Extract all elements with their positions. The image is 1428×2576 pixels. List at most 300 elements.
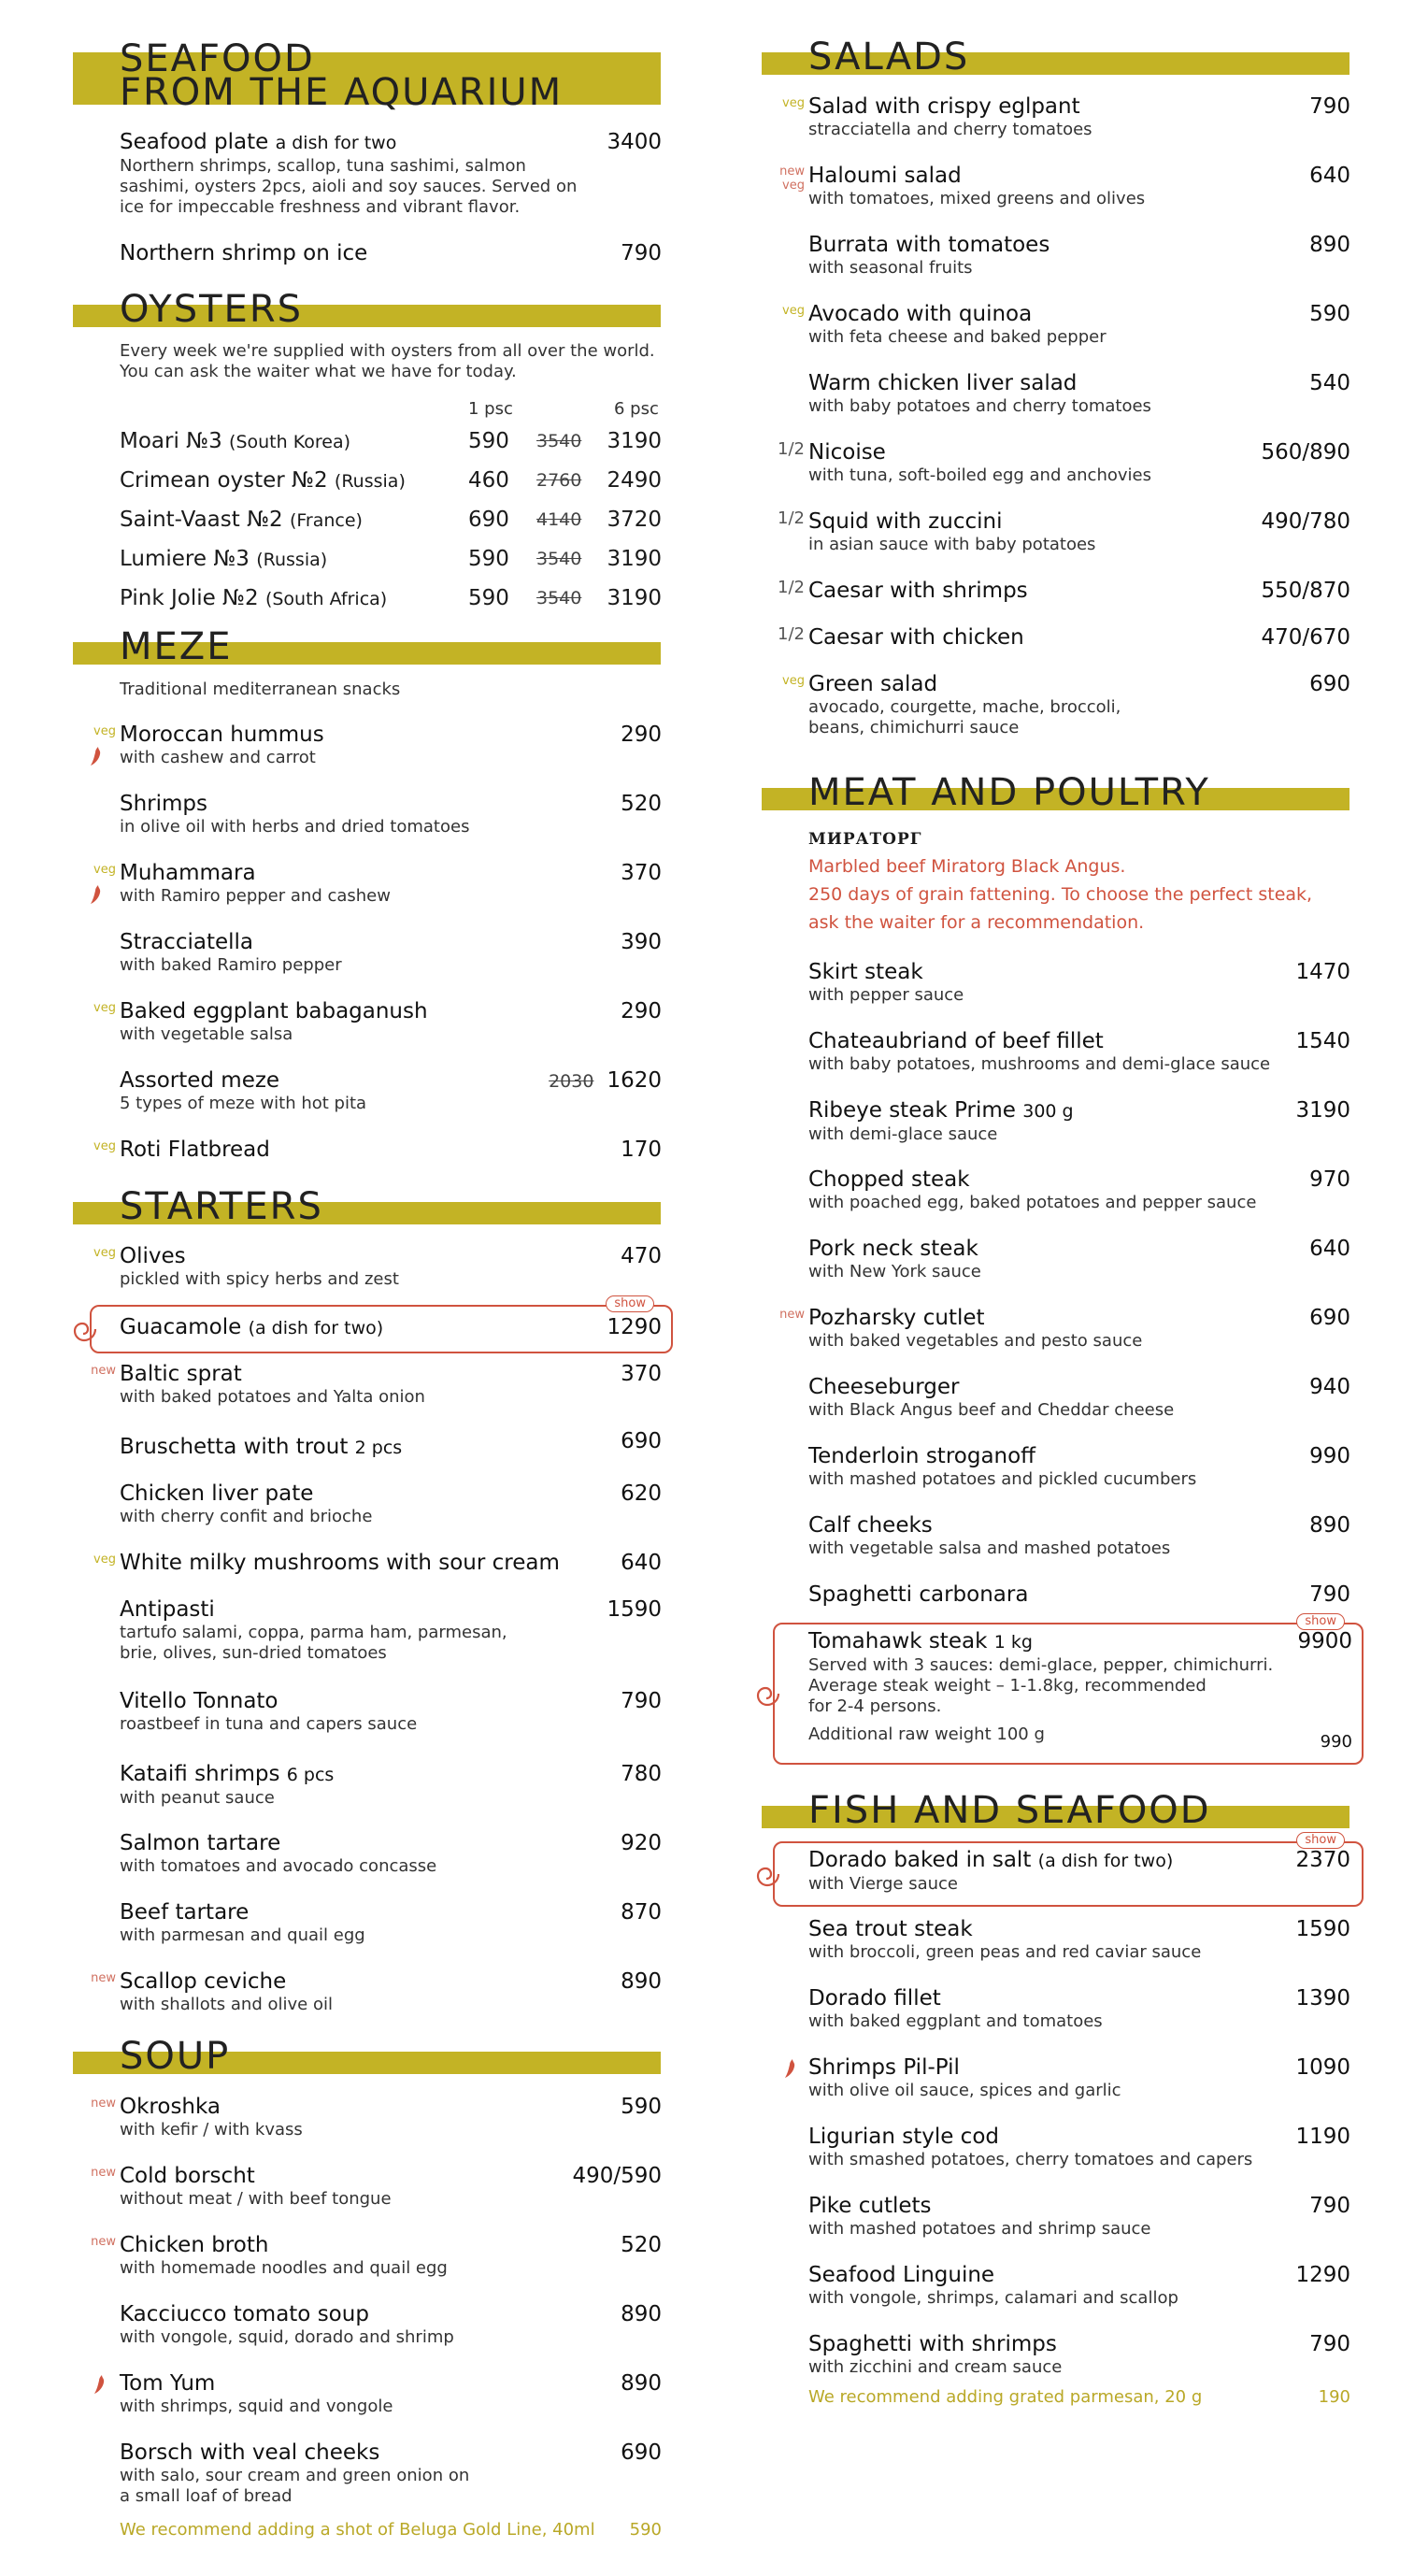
menu-item	[782, 301, 1350, 348]
item-desc: tartufo salami, coppa, parma ham, parmesan, brie, olives, sun-dried tomatoes	[120, 1623, 507, 1663]
item-origin: (South Korea)	[229, 432, 350, 452]
oyster-row	[120, 585, 662, 612]
extra-weight: Additional raw weight 100 g	[808, 1724, 1045, 1744]
menu-item	[120, 129, 662, 218]
item-desc: pickled with spicy herbs and zest	[120, 1269, 399, 1289]
chili-pepper-icon	[90, 884, 103, 905]
item-desc: with olive oil sauce, spices and garlic	[808, 2081, 1121, 2100]
item-desc: for 2-4 persons.	[808, 1696, 942, 1716]
item-name: Assorted meze	[120, 1068, 280, 1093]
item-desc: with vongole, squid, dorado and shrimp	[120, 2327, 454, 2347]
section-title: SALADS	[808, 36, 970, 79]
item-price: 790	[1309, 2332, 1350, 2356]
item-name: Ligurian style cod	[808, 2125, 999, 2149]
item-name: Tomahawk steak	[808, 1629, 988, 1653]
item-name: Shrimps Pil-Pil	[808, 2055, 960, 2080]
item-price: 3400	[607, 130, 662, 154]
item-name: Nicoise	[808, 440, 886, 465]
section-title: STARTERS	[120, 1185, 323, 1228]
menu-item	[120, 2301, 662, 2348]
item-price: 1590	[607, 1597, 662, 1622]
item-name: Ribeye steak Prime	[808, 1098, 1016, 1123]
item-price: 1620	[607, 1068, 662, 1093]
half-portion-tag: 1/2	[778, 578, 805, 597]
old-price: 3540	[536, 431, 582, 451]
item-name: Dorado fillet	[808, 1986, 941, 2011]
item-price: 590	[1309, 302, 1350, 326]
section-title: MEZE	[120, 625, 233, 668]
item-desc: with cherry confit and brioche	[120, 1507, 373, 1526]
menu-item	[808, 1847, 1350, 1895]
section-title: FISH AND SEAFOOD	[808, 1789, 1211, 1832]
swirl-icon	[754, 1861, 780, 1887]
menu-item	[91, 2163, 662, 2210]
item-price: 2370	[1295, 1848, 1350, 1872]
menu-item	[808, 2193, 1350, 2240]
rec-text: We recommend adding a shot of Beluga Gold Line, 40ml	[120, 2520, 595, 2540]
item-price: 690	[1309, 1306, 1350, 1330]
item-name: Stracciatella	[120, 930, 253, 954]
oyster-row	[120, 428, 662, 455]
item-name: Dorado baked in salt	[808, 1848, 1032, 1872]
item-desc: with homemade noodles and quail egg	[120, 2258, 448, 2278]
item-price: 990	[1309, 1444, 1350, 1468]
section-title: OYSTERS	[120, 288, 304, 331]
item-desc: roastbeef in tuna and capers sauce	[120, 1714, 418, 1734]
item-price: 640	[621, 1551, 662, 1575]
menu-item	[91, 1361, 662, 1408]
item-desc: with demi-glace sauce	[808, 1124, 998, 1144]
intro-line: Every week we're supplied with oysters from all over the world.	[120, 341, 655, 361]
item-price: 560/890	[1261, 440, 1350, 465]
item-desc: with tomatoes, mixed greens and olives	[808, 189, 1146, 208]
item-price: 690	[621, 2440, 662, 2465]
item-name: Saint-Vaast №2	[120, 508, 283, 532]
old-price: 3540	[536, 549, 582, 569]
item-note: 2 pcs	[354, 1438, 403, 1458]
menu-item	[120, 1761, 662, 1809]
item-price: 470	[621, 1244, 662, 1268]
item-price: 1540	[1295, 1029, 1350, 1053]
item-name: Squid with zuccini	[808, 509, 1003, 534]
item-desc: in asian sauce with baby potatoes	[808, 535, 1096, 554]
item-desc: 5 types of meze with hot pita	[120, 1094, 367, 1113]
item-desc: with Vierge sauce	[808, 1874, 958, 1894]
item-name: Burrata with tomatoes	[808, 233, 1050, 257]
half-portion-tag: 1/2	[778, 624, 805, 644]
recommendation	[120, 2520, 662, 2540]
item-name: Calf cheeks	[808, 1513, 933, 1538]
item-price: 890	[621, 1969, 662, 1994]
item-desc: with baked vegetables and pesto sauce	[808, 1331, 1143, 1351]
item-desc: with vegetable salsa	[120, 1024, 293, 1044]
item-price: 790	[1309, 1582, 1350, 1607]
new-tag: new	[91, 2097, 116, 2111]
menu-item	[779, 163, 1350, 209]
item-name: Caesar with chicken	[808, 625, 1024, 650]
price-1: 590	[468, 429, 509, 453]
menu-item	[778, 439, 1350, 486]
price-6: 3190	[607, 547, 662, 571]
item-price: 890	[1309, 233, 1350, 257]
menu-item	[120, 1899, 662, 1946]
half-portion-tag: 1/2	[778, 508, 805, 528]
veg-tag: veg	[93, 1139, 116, 1153]
item-origin: (Russia)	[256, 550, 328, 570]
item-note: (a dish for two)	[1037, 1851, 1174, 1871]
brand-logo: МИРАТОРГ	[808, 830, 922, 849]
item-desc: Northern shrimps, scallop, tuna sashimi, salmon sashimi, oysters 2pcs, aioli and soy sauces. Served on ice for impeccable freshness and vibrant flavor.	[120, 156, 578, 217]
item-name: Pork neck steak	[808, 1237, 978, 1261]
new-veg-tag: new veg	[779, 165, 805, 193]
menu-item	[808, 1512, 1350, 1559]
item-name: Spaghetti with shrimps	[808, 2332, 1057, 2356]
item-name: Green salad	[808, 672, 938, 696]
item-price: 890	[621, 2302, 662, 2326]
menu-item	[120, 1596, 662, 1664]
price-6: 3190	[607, 429, 662, 453]
item-desc: with baked Ramiro pepper	[120, 955, 342, 975]
menu-item	[120, 791, 662, 837]
item-name: Seafood Linguine	[808, 2263, 995, 2287]
item-name: Spaghetti carbonara	[808, 1582, 1029, 1607]
item-name: Baked eggplant babaganush	[120, 999, 428, 1023]
item-name: Caesar with shrimps	[808, 579, 1028, 603]
item-price: 470/670	[1261, 625, 1350, 650]
item-name: Tom Yum	[120, 2371, 216, 2396]
item-desc: with shrimps, squid and vongole	[120, 2397, 393, 2416]
item-desc: with poached egg, baked potatoes and pepper sauce	[808, 1193, 1257, 1212]
item-price: 790	[1309, 2194, 1350, 2218]
item-note: a dish for two	[275, 133, 397, 153]
red-note: 250 days of grain fattening. To choose the perfect steak,	[808, 884, 1313, 905]
item-name: Pike cutlets	[808, 2194, 932, 2218]
item-name: Salad with crispy eglpant	[808, 94, 1080, 119]
item-desc: with Black Angus beef and Cheddar cheese	[808, 1400, 1175, 1420]
price-6: 2490	[607, 468, 662, 493]
menu-item	[808, 1166, 1350, 1213]
item-price: 3190	[1295, 1098, 1350, 1123]
item-name: Cold borscht	[120, 2164, 255, 2188]
old-price: 3540	[536, 588, 582, 608]
item-desc: in olive oil with herbs and dried tomatoes	[120, 817, 470, 837]
chili-pepper-icon	[93, 2374, 107, 2395]
item-desc: Average steak weight – 1-1.8kg, recommended	[808, 1676, 1207, 1696]
item-price: 790	[621, 1689, 662, 1713]
item-name: Okroshka	[120, 2095, 221, 2119]
item-desc: with seasonal fruits	[808, 258, 973, 278]
menu-item	[120, 1688, 662, 1735]
menu-item	[808, 1985, 1350, 2032]
item-price: 550/870	[1261, 579, 1350, 603]
menu-item	[808, 959, 1350, 1006]
menu-item	[120, 240, 662, 266]
item-price: 970	[1309, 1167, 1350, 1192]
red-note: ask the waiter for a recommendation.	[808, 912, 1145, 933]
item-price: 1290	[607, 1315, 662, 1339]
menu-item	[808, 2054, 1350, 2101]
item-desc: with broccoli, green peas and red caviar sauce	[808, 1942, 1202, 1962]
item-name: Seafood plate	[120, 130, 269, 154]
item-name: Baltic sprat	[120, 1362, 242, 1386]
menu-item	[808, 1236, 1350, 1282]
item-price: 640	[1309, 164, 1350, 188]
rec-price: 590	[629, 2520, 662, 2540]
veg-tag: veg	[782, 674, 805, 688]
veg-tag: veg	[782, 96, 805, 110]
menu-item	[93, 722, 662, 768]
item-price: 290	[621, 723, 662, 747]
menu-item	[120, 1830, 662, 1877]
item-price: 540	[1309, 371, 1350, 395]
item-desc: with Ramiro pepper and cashew	[120, 886, 391, 906]
item-price: 370	[621, 1362, 662, 1386]
menu-item	[120, 2370, 662, 2417]
section-title: FROM THE AQUARIUM	[120, 71, 564, 114]
item-price: 890	[621, 2371, 662, 2396]
item-name: Chicken liver pate	[120, 1481, 314, 1506]
price-1: 690	[468, 508, 509, 532]
item-desc: avocado, courgette, mache, broccoli, beans, chimichurri sauce	[808, 697, 1121, 737]
item-name: Cheeseburger	[808, 1375, 960, 1399]
item-price: 1470	[1295, 960, 1350, 984]
item-name: Salmon tartare	[120, 1831, 281, 1855]
item-origin: (Russia)	[334, 471, 406, 492]
item-name: Avocado with quinoa	[808, 302, 1033, 326]
col-header-6: 6 psc	[614, 399, 659, 419]
item-name: Lumiere №3	[120, 547, 250, 571]
menu-item	[808, 2331, 1350, 2378]
item-desc: with baby potatoes and cherry tomatoes	[808, 396, 1151, 416]
item-desc: with parmesan and quail egg	[120, 1925, 365, 1945]
item-price: 890	[1309, 1513, 1350, 1538]
item-price: 490/780	[1261, 509, 1350, 534]
item-desc: with zicchini and cream sauce	[808, 2357, 1063, 2377]
item-note: (a dish for two)	[248, 1318, 384, 1338]
brand-block	[808, 830, 1350, 937]
menu-item	[782, 93, 1350, 140]
item-price: 590	[621, 2095, 662, 2119]
item-desc: with feta cheese and baked pepper	[808, 327, 1107, 347]
menu-item	[808, 370, 1350, 417]
item-name: Pink Jolie №2	[120, 586, 259, 610]
menu-item	[808, 232, 1350, 279]
item-name: Skirt steak	[808, 960, 923, 984]
item-name: Pozharsky cutlet	[808, 1306, 985, 1330]
item-name: Scallop ceviche	[120, 1969, 287, 1994]
item-name: Shrimps	[120, 792, 208, 816]
menu-item	[779, 1305, 1350, 1352]
item-desc: with New York sauce	[808, 1262, 981, 1281]
item-desc: with baby potatoes, mushrooms and demi-glace sauce	[808, 1054, 1271, 1074]
extra-price: 990	[1320, 1732, 1352, 1752]
rec-price: 190	[1318, 2387, 1350, 2407]
price-6: 3190	[607, 586, 662, 610]
menu-item-tomahawk	[808, 1628, 1352, 1752]
item-name: Vitello Tonnato	[120, 1689, 278, 1713]
veg-tag: veg	[93, 1246, 116, 1260]
menu-item	[808, 1097, 1350, 1145]
recommendation	[808, 2387, 1350, 2407]
item-note: 6 pcs	[286, 1765, 335, 1785]
item-desc: with baked potatoes and Yalta onion	[120, 1387, 425, 1407]
item-price: 780	[621, 1762, 662, 1786]
col-header-1: 1 psc	[468, 399, 513, 419]
item-desc: with baked eggplant and tomatoes	[808, 2011, 1103, 2031]
item-price: 920	[621, 1831, 662, 1855]
item-name: Olives	[120, 1244, 186, 1268]
item-price: 640	[1309, 1237, 1350, 1261]
item-name: Roti Flatbread	[120, 1138, 270, 1162]
item-desc: with cashew and carrot	[120, 748, 316, 767]
oyster-row	[120, 546, 662, 573]
item-price: 490/590	[572, 2164, 662, 2188]
item-name: Borsch with veal cheeks	[120, 2440, 380, 2465]
item-name: White milky mushrooms with sour cream	[120, 1551, 560, 1575]
item-price: 390	[621, 930, 662, 954]
item-desc: with smashed potatoes, cherry tomatoes and capers	[808, 2150, 1253, 2169]
item-price: 940	[1309, 1375, 1350, 1399]
item-note: 300 g	[1022, 1101, 1074, 1122]
item-name: Kataifi shrimps	[120, 1762, 280, 1786]
menu-item	[808, 1916, 1350, 1963]
old-price: 2760	[536, 470, 582, 491]
red-note: Marbled beef Miratorg Black Angus.	[808, 856, 1126, 877]
menu-item	[91, 1968, 662, 2015]
section-title: SEAFOOD	[120, 37, 315, 80]
menu-item	[808, 1028, 1350, 1075]
veg-tag: veg	[93, 863, 116, 877]
section-intro: Traditional mediterranean snacks	[120, 680, 401, 699]
price-1: 590	[468, 547, 509, 571]
menu-item	[808, 2262, 1350, 2309]
item-name: Antipasti	[120, 1597, 215, 1622]
price-6: 3720	[607, 508, 662, 532]
item-note: 1 kg	[993, 1632, 1033, 1653]
item-name: Warm chicken liver salad	[808, 371, 1078, 395]
item-price: 1590	[1295, 1917, 1350, 1941]
item-name: Chopped steak	[808, 1167, 970, 1192]
veg-tag: veg	[782, 304, 805, 318]
item-price: 870	[621, 1900, 662, 1925]
item-name: Sea trout steak	[808, 1917, 973, 1941]
old-price: 4140	[536, 509, 582, 530]
item-desc: with tomatoes and avocado concasse	[120, 1856, 437, 1876]
item-desc: with mashed potatoes and pickled cucumbers	[808, 1469, 1197, 1489]
menu-item	[120, 1481, 662, 1527]
swirl-icon	[71, 1316, 97, 1342]
item-price: 690	[621, 1429, 662, 1453]
menu-item	[782, 671, 1350, 738]
item-desc: with vongole, shrimps, calamari and scallop	[808, 2288, 1178, 2308]
new-tag: new	[91, 2166, 116, 2180]
item-desc: with salo, sour cream and green onion on a small loaf of bread	[120, 2466, 470, 2506]
item-desc: with peanut sauce	[120, 1788, 275, 1808]
item-name: Northern shrimp on ice	[120, 241, 368, 265]
oyster-row	[120, 507, 662, 534]
new-tag: new	[91, 1971, 116, 1985]
section-title: MEAT AND POULTRY	[808, 771, 1210, 814]
half-portion-tag: 1/2	[778, 439, 805, 459]
swirl-icon	[754, 1681, 780, 1707]
menu-item	[808, 1581, 1350, 1608]
item-price: 690	[1309, 672, 1350, 696]
menu-item	[778, 508, 1350, 555]
item-price: 520	[621, 792, 662, 816]
rec-text: We recommend adding grated parmesan, 20 g	[808, 2387, 1203, 2407]
item-origin: (South Africa)	[264, 589, 388, 609]
chili-pepper-icon	[784, 2058, 797, 2079]
show-badge: show	[1296, 1832, 1345, 1849]
menu-item	[93, 1137, 662, 1163]
item-price: 290	[621, 999, 662, 1023]
veg-tag: veg	[93, 1001, 116, 1015]
item-price: 9900	[1297, 1629, 1352, 1653]
chili-pepper-icon	[90, 746, 103, 766]
veg-tag: veg	[93, 724, 116, 738]
menu-item	[120, 1067, 662, 1114]
price-1: 590	[468, 586, 509, 610]
menu-item	[778, 624, 1350, 651]
item-desc: with mashed potatoes and shrimp sauce	[808, 2219, 1151, 2239]
item-desc: with tuna, soft-boiled egg and anchovies	[808, 465, 1151, 485]
new-tag: new	[91, 2235, 116, 2249]
menu-item	[808, 1374, 1350, 1421]
item-name: Bruschetta with trout	[120, 1435, 349, 1459]
item-price: 1190	[1295, 2125, 1350, 2149]
item-desc: without meat / with beef tongue	[120, 2189, 392, 2209]
item-origin: (France)	[289, 510, 363, 531]
item-price: 790	[621, 241, 662, 265]
item-name: Kacciucco tomato soup	[120, 2302, 369, 2326]
item-price: 620	[621, 1481, 662, 1506]
item-name: Beef tartare	[120, 1900, 250, 1925]
item-name: Moroccan hummus	[120, 723, 324, 747]
item-desc: with vegetable salsa and mashed potatoes	[808, 1538, 1171, 1558]
old-price: 2030	[549, 1071, 594, 1092]
show-badge: show	[606, 1295, 654, 1312]
item-price: 1390	[1295, 1986, 1350, 2011]
item-name: Muhammara	[120, 861, 256, 885]
item-name: Tenderloin stroganoff	[808, 1444, 1036, 1468]
menu-item	[120, 929, 662, 976]
item-desc: with pepper sauce	[808, 985, 964, 1005]
menu-item	[93, 1243, 662, 1290]
menu-item	[93, 1550, 662, 1576]
intro-line: You can ask the waiter what we have for today.	[120, 362, 517, 381]
new-tag: new	[779, 1308, 805, 1322]
menu-item	[93, 860, 662, 907]
veg-tag: veg	[93, 1553, 116, 1567]
item-desc: stracciatella and cherry tomatoes	[808, 120, 1092, 139]
menu-item	[91, 2232, 662, 2279]
menu-item	[778, 578, 1350, 604]
item-desc: with shallots and olive oil	[120, 1995, 333, 2014]
item-price: 170	[621, 1138, 662, 1162]
item-price: 1090	[1295, 2055, 1350, 2080]
item-desc: with kefir / with kvass	[120, 2120, 303, 2140]
item-name: Crimean oyster №2	[120, 468, 328, 493]
oyster-row	[120, 467, 662, 494]
price-1: 460	[468, 468, 509, 493]
item-name: Chicken broth	[120, 2233, 269, 2257]
new-tag: new	[91, 1364, 116, 1378]
item-price: 520	[621, 2233, 662, 2257]
menu-item	[91, 2094, 662, 2140]
show-badge: show	[1296, 1613, 1345, 1630]
item-name: Moari №3	[120, 429, 222, 453]
item-name: Haloumi salad	[808, 164, 962, 188]
